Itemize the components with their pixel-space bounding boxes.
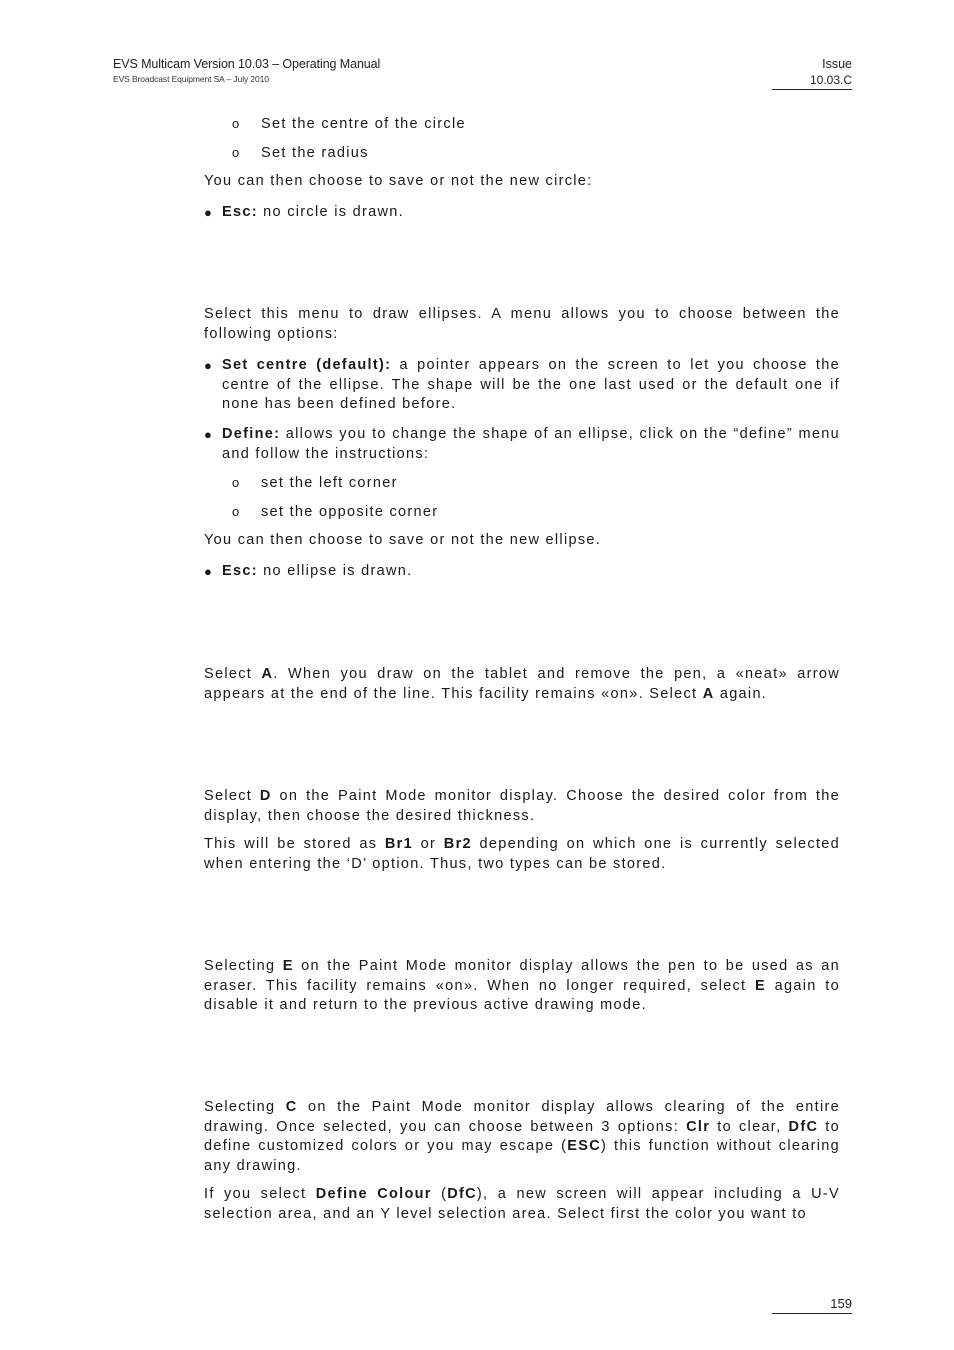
page-header-left <box>113 57 380 84</box>
paragraph <box>204 1185 840 1224</box>
sub-list-item <box>232 502 438 523</box>
key-label: Clr <box>686 1118 711 1135</box>
text-run: ), a new screen will appear including a U-V selection area, and an Y level selection area. Select first the color you want to <box>204 1186 840 1222</box>
key-label: D <box>259 788 272 804</box>
key-label: A <box>261 666 274 682</box>
text-run: Selecting <box>204 958 283 974</box>
text-run: on the Paint Mode monitor display allows the pen to be used as an eraser. This facility remains «on». When no longer required, select <box>204 958 840 994</box>
bullet-icon: ● <box>204 564 214 579</box>
bullet-text: a pointer appears on the screen to let you choose the centre of the ellipse. The shape will be the one last used or the default one if none has been defined before. <box>222 357 840 412</box>
bold-term: Define: <box>222 426 281 442</box>
paragraph: Select this menu to draw ellipses. A menu allows you to choose between the following options: <box>204 306 840 342</box>
text-run: ( <box>431 1186 448 1202</box>
text-run: Select <box>204 788 260 804</box>
circle-bullet-icon: o <box>232 475 241 490</box>
circle-bullet-icon: o <box>232 504 241 519</box>
bold-term: Set centre (default): <box>222 357 392 373</box>
key-label: DfC <box>447 1186 477 1202</box>
bullet-icon: ● <box>204 427 214 442</box>
key-label: E <box>755 977 766 994</box>
key-label: E <box>282 958 294 974</box>
page-number: 159 <box>772 1296 852 1314</box>
text-run: on the Paint Mode monitor display. Choose the desired color from the display, then choose the desired thickness. <box>204 788 840 824</box>
issue-label: Issue <box>822 57 852 71</box>
paragraph: You can then choose to save or not the new circle: <box>204 173 593 189</box>
text-run: again. <box>714 685 768 702</box>
bullet-icon: ● <box>204 358 214 373</box>
text-run: Selecting <box>204 1099 286 1115</box>
sub-item-text: set the opposite corner <box>261 504 439 520</box>
paragraph <box>204 1098 840 1176</box>
document-subtitle: EVS Broadcast Equipment SA – July 2010 <box>113 74 269 84</box>
sub-list-item <box>232 143 369 164</box>
text-run: ) this function without clearing any drawing. <box>204 1138 840 1174</box>
bullet-text: no circle is drawn. <box>257 204 404 220</box>
sub-list-item <box>232 473 398 494</box>
paragraph: You can then choose to save or not the new ellipse. <box>204 532 602 548</box>
bullet-icon: ● <box>204 205 214 220</box>
text-run: again to disable it and return to the previous active drawing mode. <box>204 977 840 1013</box>
issue-value: 10.03.C <box>772 73 852 90</box>
paragraph <box>204 835 840 874</box>
text-run: If you select <box>204 1186 316 1202</box>
key-label: DfC <box>788 1118 819 1135</box>
bullet-text: no ellipse is drawn. <box>257 563 413 579</box>
text-run: or <box>413 836 444 852</box>
bold-term: Esc: <box>222 204 258 220</box>
key-label: C <box>285 1099 298 1115</box>
paragraph <box>204 665 840 704</box>
key-label: Br2 <box>443 836 472 852</box>
bullet-text: allows you to change the shape of an ellipse, click on the “define” menu and follow the instructions: <box>222 426 840 462</box>
circle-bullet-icon: o <box>232 145 241 160</box>
sub-list-item <box>232 114 466 135</box>
bullet-item <box>204 203 840 223</box>
bold-term: Esc: <box>222 563 258 579</box>
key-label: Define Colour <box>315 1186 432 1202</box>
bullet-item <box>204 562 840 582</box>
paragraph <box>204 787 840 826</box>
document-title: EVS Multicam Version 10.03 – Operating Manual <box>113 57 381 71</box>
page-header-right <box>772 57 852 90</box>
text-run: to clear, <box>710 1118 789 1135</box>
key-label: Br1 <box>384 836 413 852</box>
text-run: to define customized colors or you may escape ( <box>204 1118 840 1154</box>
text-run: This will be stored as <box>204 836 385 852</box>
key-label: ESC <box>567 1138 602 1154</box>
bullet-item <box>204 356 840 415</box>
sub-item-text: Set the centre of the circle <box>261 116 466 132</box>
text-run: on the Paint Mode monitor display allows clearing of the entire drawing. Once selected, you can choose between 3 options: <box>204 1099 840 1135</box>
circle-bullet-icon: o <box>232 116 241 131</box>
bullet-item <box>204 425 840 464</box>
text-run: depending on which one is currently selected when entering the ‘D’ option. Thus, two types can be stored. <box>204 836 841 872</box>
sub-item-text: set the left corner <box>261 475 398 491</box>
text-run: . When you draw on the tablet and remove the pen, a «neat» arrow appears at the end of the line. This facility remains «on». Select <box>204 666 840 702</box>
key-label: A <box>702 685 715 702</box>
sub-item-text: Set the radius <box>261 145 369 161</box>
paragraph <box>204 957 840 1016</box>
text-run: Select <box>204 666 262 682</box>
